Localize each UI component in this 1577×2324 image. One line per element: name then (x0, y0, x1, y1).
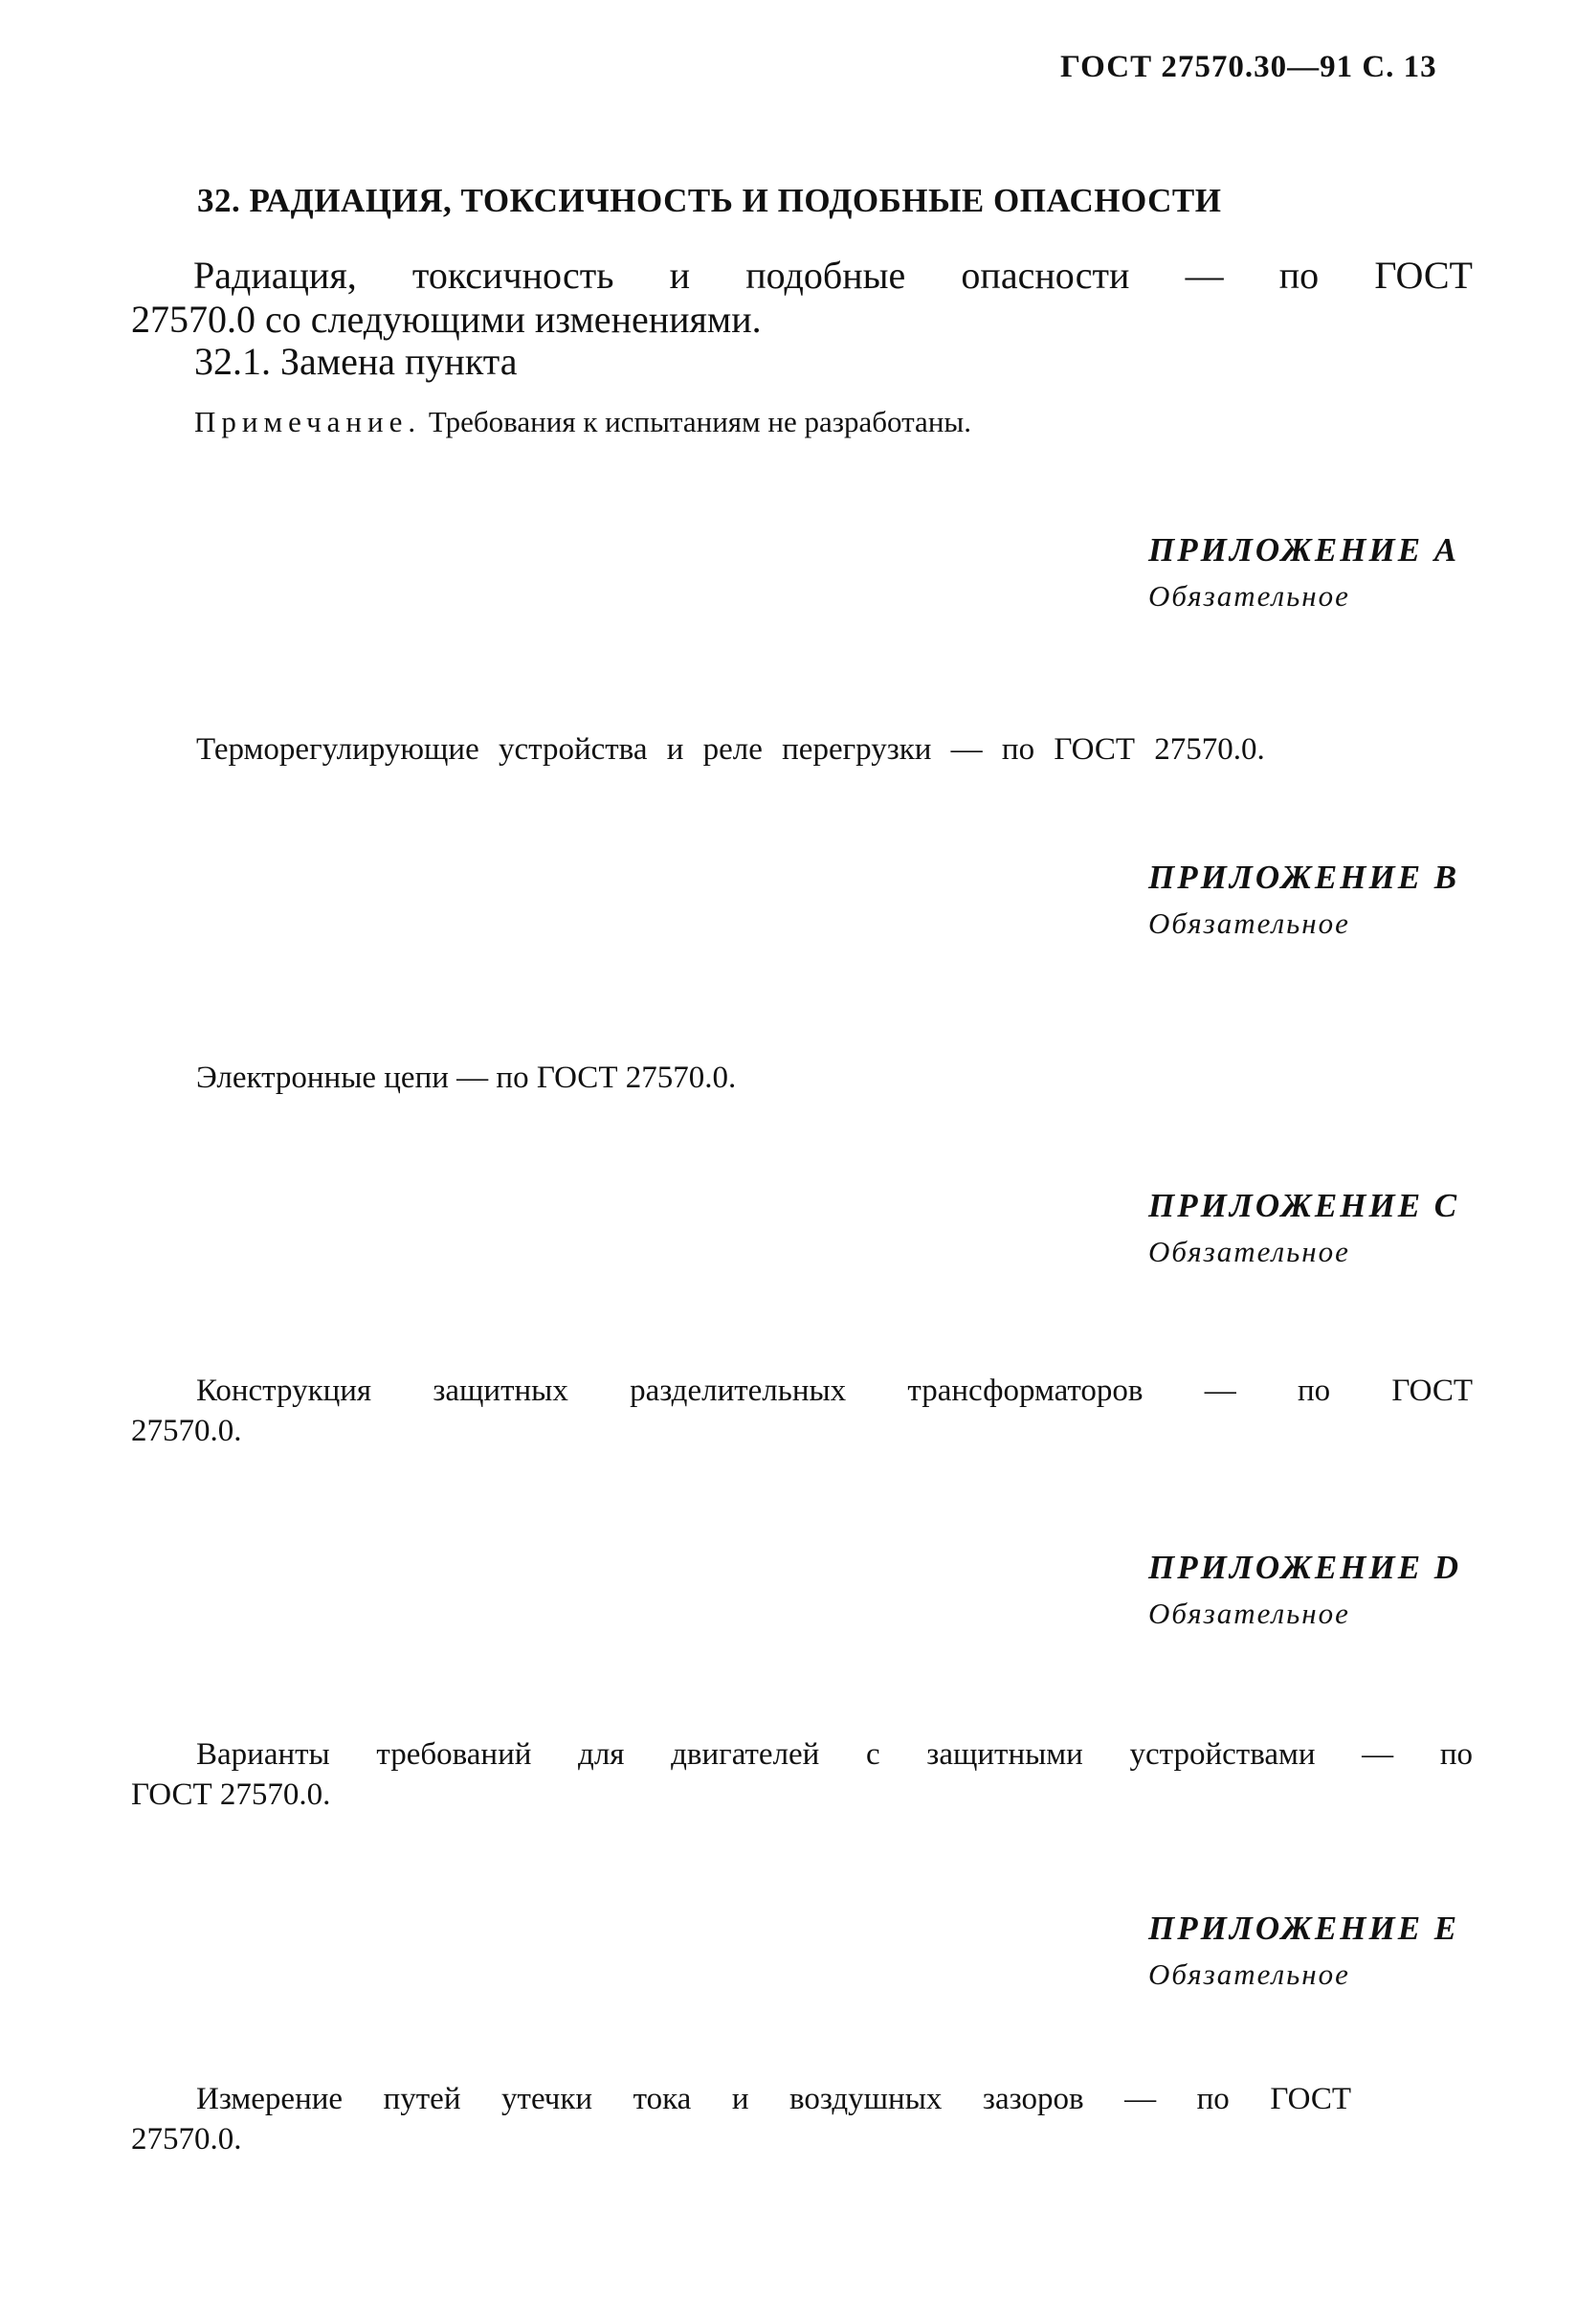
appendix-b-text (196, 1058, 736, 1098)
appendix-e-text-line1: Измерение путей утечки тока и воздушных зазоров — по ГОСТ (196, 2082, 1351, 2116)
appendix-a-text-line1: Терморегулирующие устройства и реле перегрузки — по ГОСТ 27570.0. (196, 732, 1265, 767)
appendix-b-title: ПРИЛОЖЕНИЕ В (1148, 859, 1460, 896)
appendix-a-title: ПРИЛОЖЕНИЕ А (1148, 531, 1460, 569)
note-text: Требования к испытаниям не разработаны. (428, 405, 971, 438)
paragraph-line-2: 27570.0 со следующими изменениями. (131, 298, 762, 341)
appendix-c-title: ПРИЛОЖЕНИЕ С (1148, 1187, 1460, 1224)
appendix-d-text-line1: Варианты требований для двигателей с защитными устройствами — по (196, 1737, 1473, 1772)
page-header (1060, 50, 1437, 85)
appendix-d-title: ПРИЛОЖЕНИЕ D (1148, 1549, 1462, 1586)
appendix-e-text-line2: 27570.0. (131, 2122, 242, 2156)
appendix-e-title: ПРИЛОЖЕНИЕ Е (1148, 1910, 1460, 1947)
appendix-c-text (131, 1371, 1473, 1451)
subclause: 32.1. Замена пункта (194, 340, 518, 383)
appendix-d-text (131, 1734, 1473, 1815)
appendix-e-status: Обязательное (1148, 1957, 1350, 1991)
appendix-e-text (131, 2079, 1351, 2159)
note-label: Примечание. (194, 405, 422, 438)
section-title: 32. РАДИАЦИЯ, ТОКСИЧНОСТЬ И ПОДОБНЫЕ ОПАСНОСТИ (197, 182, 1222, 219)
appendix-c-text-line1: Конструкция защитных разделительных трансформаторов — по ГОСТ (196, 1374, 1473, 1408)
section-paragraph (131, 254, 1473, 342)
appendix-a-status: Обязательное (1148, 579, 1350, 613)
appendix-c-text-line2: 27570.0. (131, 1414, 242, 1448)
appendix-b-text-line1: Электронные цепи — по ГОСТ 27570.0. (196, 1061, 737, 1095)
appendix-b-status: Обязательное (1148, 906, 1350, 940)
standard-number: ГОСТ 27570.30—91 (1060, 50, 1354, 84)
appendix-d-status: Обязательное (1148, 1597, 1350, 1630)
note (194, 405, 971, 439)
appendix-a-text (196, 729, 1474, 770)
appendix-c-status: Обязательное (1148, 1235, 1350, 1268)
paragraph-line-1: Радиация, токсичность и подобные опасности — по ГОСТ (193, 254, 1473, 297)
appendix-d-text-line2: ГОСТ 27570.0. (131, 1777, 331, 1812)
page-number: С. 13 (1362, 50, 1437, 84)
